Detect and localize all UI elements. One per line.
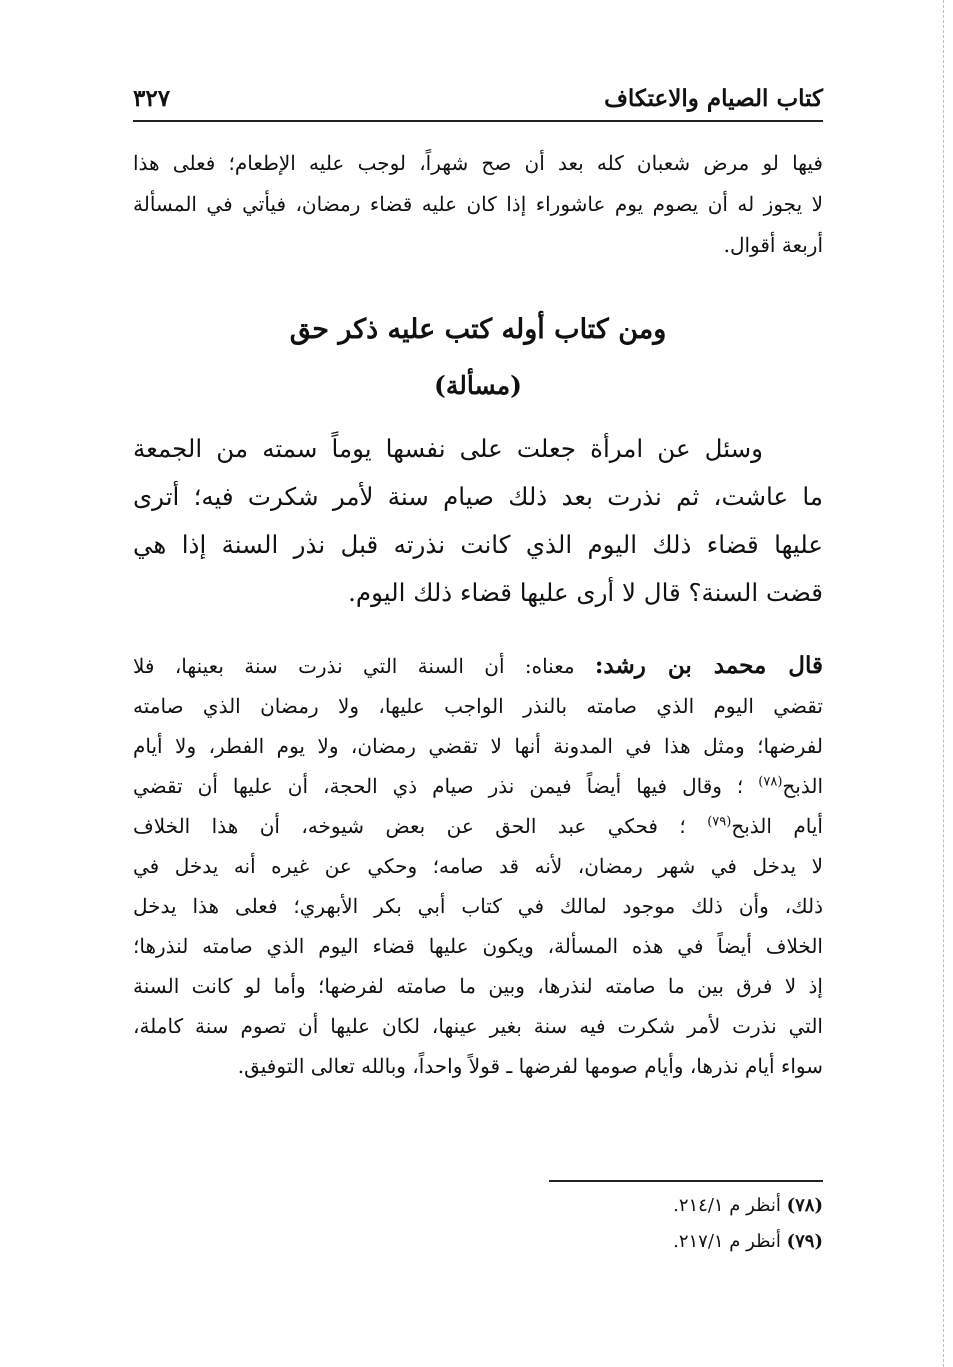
footnote-number: (٧٩) bbox=[786, 1231, 823, 1252]
text-line: فيها لو مرض شعبان كله بعد أن صح شهراً، لوجب عليه الإطعام؛ فعلى هذا bbox=[133, 151, 823, 175]
text-line: قضت السنة؟ قال لا أرى عليها قضاء ذلك اليوم. bbox=[348, 578, 823, 607]
text-line: ذلك، وأن ذلك موجود لمالك في كتاب أبي بكر الأبهري؛ فعلى هذا يدخل bbox=[133, 894, 823, 918]
text-line: ما عاشت، ثم نذرت بعد ذلك صيام سنة لأمر شكرت فيه؛ أترى bbox=[133, 482, 823, 511]
question-paragraph bbox=[133, 425, 823, 617]
text-line: عليها قضاء ذلك اليوم الذي كانت نذرته قبل نذر السنة إذا هي bbox=[133, 530, 823, 559]
text-line: لا يجوز له أن يصوم يوم عاشوراء إذا كان عليه قضاء رمضان، فيأتي في المسألة bbox=[133, 192, 823, 216]
header-rule bbox=[133, 120, 823, 122]
section-heading: ومن كتاب أوله كتب عليه ذكر حق bbox=[289, 314, 667, 345]
footnote-text: أنظر م ٢١٧/١. bbox=[673, 1231, 781, 1252]
text-line: لفرضها؛ ومثل هذا في المدونة أنها لا تقضي رمضان، ولا يوم الفطر، ولا أيام bbox=[133, 734, 823, 758]
text-segment: ؛ فحكي عبد الحق عن بعض شيوخه، أن هذا الخلاف bbox=[133, 814, 686, 838]
text-line bbox=[133, 766, 823, 806]
text-line: أربعة أقوال. bbox=[723, 233, 823, 257]
text-line: إذ لا فرق بين ما صامته لنذرها، وبين ما صامته لفرضها؛ وأما لو كانت السنة bbox=[133, 974, 823, 998]
footnote-ref: (٧٩) bbox=[707, 814, 732, 830]
commentary-lead: قال محمد بن رشد: bbox=[594, 652, 823, 679]
text-segment: الذبح bbox=[782, 774, 823, 798]
footnote bbox=[523, 1188, 823, 1224]
page-header bbox=[133, 82, 823, 122]
text-segment: معناه: أن السنة التي نذرت سنة بعينها، فلا bbox=[133, 654, 575, 678]
paragraph-continuation bbox=[133, 143, 823, 266]
text-line bbox=[133, 806, 823, 846]
text-segment: أيام الذبح bbox=[731, 814, 823, 838]
text-segment: ؛ وقال فيها أيضاً فيمن نذر صيام ذي الحجة، أن عليها أن تقضي bbox=[133, 774, 744, 798]
text-line: تقضي اليوم الذي صامته بالنذر الواجب عليها، ولا رمضان الذي صامته bbox=[133, 694, 823, 718]
text-line: الخلاف أيضاً في هذه المسألة، ويكون عليها قضاء اليوم الذي صامته لنذرها؛ bbox=[133, 934, 823, 958]
text-line: وسئل عن امرأة جعلت على نفسها يوماً سمته من الجمعة bbox=[133, 434, 763, 463]
footnote-number: (٧٨) bbox=[786, 1195, 823, 1216]
scan-edge-line bbox=[943, 0, 945, 1367]
footnote-text: أنظر م ٢١٤/١. bbox=[673, 1195, 781, 1216]
text-line: لا يدخل في شهر رمضان، لأنه قد صامه؛ وحكي عن غيره أنه يدخل في bbox=[133, 854, 823, 878]
text-line: سواء أيام نذرها، وأيام صومها لفرضها ـ قولاً واحداً، وبالله تعالى التوفيق. bbox=[237, 1054, 823, 1078]
commentary-paragraph bbox=[133, 646, 823, 1086]
running-title: كتاب الصيام والاعتكاف bbox=[604, 85, 823, 112]
text-line bbox=[133, 646, 823, 686]
sub-heading: (مسألة) bbox=[434, 371, 522, 400]
text-line: التي نذرت لأمر شكرت فيه سنة بغير عينها، لكان عليها أن تصوم سنة كاملة، bbox=[133, 1014, 823, 1038]
footnotes bbox=[523, 1188, 823, 1260]
footnote-rule bbox=[549, 1180, 823, 1182]
page-number: ٣٢٧ bbox=[133, 85, 171, 112]
footnote-ref: (٧٨) bbox=[758, 774, 783, 790]
footnote bbox=[523, 1224, 823, 1260]
